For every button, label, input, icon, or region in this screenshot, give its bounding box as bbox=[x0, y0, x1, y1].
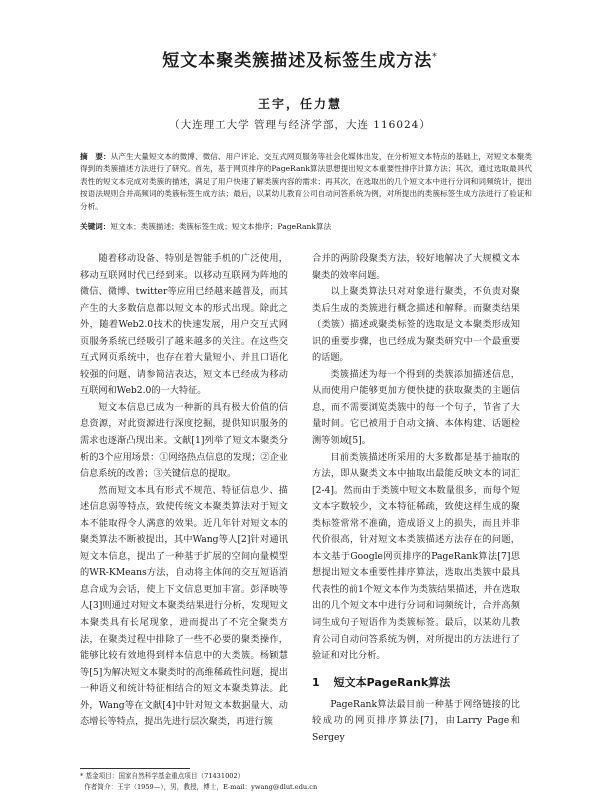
keywords bbox=[80, 221, 532, 233]
title-footnote-mark: * bbox=[432, 52, 438, 63]
footnote-author-text: 作者简介：王宇（1959—），男，教授，博士，E-mail：ywang@dlut.edu.cn bbox=[84, 783, 318, 791]
abstract bbox=[80, 151, 532, 213]
paragraph: PageRank算法最目前一种基于网络链接的比较成功的网页排序算法[7]，由Larry Page和Sergey bbox=[312, 698, 520, 743]
paragraph: 然而短文本具有形式不规范、特征信息少、描述信息弱等特点，致使传统文本聚类算法对于短文本不能取得令人满意的效果。近几年针对短文本的聚类算法不断被提出，其中Wang等人[2]针对通讯短文本信息，提出了一种基于扩展的空间向量模型的WR-KMeans方法，自动将主体间的交互短语消息合成为会话，使上下文信息更加丰富。彭泽映等人[3]则通过对短文本聚类结果进行分析，发现短文本聚类具有长尾现象，进而提出了不完全聚类方法，在聚类过程中排除了一些不必要的聚类操作，能够比较有效地得到样本信息中的大类簇。杨颖慧等[5]为解决短文本聚类时的高维稀疏性问题，提出一种语义和统计特征相结合的短文本聚类算法。此外，Wang等在文献[4]中针对短文本数据量大、动态增长等特点，提出先进行层次聚类，再进行簇 bbox=[80, 484, 288, 728]
paragraph: 短文本信息已成为一种新的具有极大价值的信息资源，对此资源进行深度挖掘，提供知识服务的需求也逐渐凸现出来。文献[1]列举了短文本聚类分析的3个应用场景：①网络热点信息的发现；②企业信息系统的改善；③关键信息的提取。 bbox=[80, 401, 288, 480]
affiliation: （大连理工大学 管理与经济学部，大连 116024） bbox=[169, 119, 431, 131]
footnote-fund-text: 基金项目：国家自然科学基金重点项目（71431002） bbox=[85, 772, 245, 780]
section-heading bbox=[312, 675, 520, 691]
footnote-divider bbox=[80, 768, 190, 769]
abstract-text: 从产生大量短文本的微博、微信、用户评论、交互式网页服务等社会化媒体出发，在分析短文本特点的基础上，对短文本聚类得到的类簇描述方法进行了研究。首先，基于网页排序的PageRank算法思想提出短文本重要性排序计算方法；其次，通过选取最具代表性的短文本完成对类簇的描述，满足了用户快速了解类簇内容的需求；再其次，在选取出的几个短文本中进行分词和词频统计，提出按语法规则合并高频词的类簇标签生成方法；最后，以某幼儿教育公司自动问答系统为例，对所提出的类簇标签生成方法进行了验证和分析。 bbox=[80, 152, 533, 211]
footnote-author bbox=[80, 782, 540, 793]
paragraph: 以上聚类算法只对对象进行聚类，不负责对聚类后生成的类簇进行概念描述和解释。而聚类结果（类簇）描述或聚类标签的选取是文本聚类形成知识的重要步骤，也已经成为聚类研究中一个最重要的话题。 bbox=[312, 286, 520, 364]
paragraph: 随着移动设备、特别是智能手机的广泛使用，移动互联网时代已经到来。以移动互联网为阵地的微信、微博、twitter等应用已经越来越普及，而其产生的大多数信息都以短文本的形式出现。除此之外，随着Web2.0技术的快速发展，用户交互式网页服务系统已经吸引了越来越多的关注。在这些交互式网页系统中，也存在着大量短小、并且口语化较强的问题、请参简洁表达，短文本已经成为移动互联网和Web2.0的一大特征。 bbox=[80, 253, 288, 397]
page-title bbox=[0, 46, 600, 71]
paragraph: 类簇描述为每一个得到的类簇添加描述信息，从而使用户能够更加方便快捷的获取聚类的主题信息，而不需要浏览类簇中的每一个句子，节省了大量时间。它已被用于自动文摘、本体构建、话题检测等领域[5]。 bbox=[312, 368, 520, 447]
abstract-label: 摘 要： bbox=[80, 152, 111, 161]
paragraph: 合并的两阶段聚类方法，较好地解决了大规模文本聚类的效率问题。 bbox=[312, 253, 520, 281]
right-column bbox=[312, 251, 520, 746]
paragraph: 目前类簇描述所采用的大多数都是基于抽取的方法，即从聚类文本中抽取出最能反映文本的词汇[2-4]。然而由于类簇中短文本数量很多，而每个短文本字数较少，文本特征稀疏，致使这样生成的聚类标签常常不准确，造成语义上的损失，而且并非代价很高，针对短文本类簇描述方法存在的问题，本文基于Google网页排序的PageRank算法[7]思想提出短文本重要性排序算法，选取出类簇中最具代表性的前1个短文本作为类簇结果描述，并在选取出的几个短文本中进行分词和词频统计，合并高频词生成句子短语作为类簇标签。最后，以某幼儿教育公司自动问答系统为例，对所提出的方法进行了验证和对比分析。 bbox=[312, 451, 520, 662]
keywords-text: 短文本；类簇描述；类簇标签生成；短文本排序；PageRank算法 bbox=[110, 222, 332, 231]
authors: 王宇，任力慧 bbox=[257, 97, 342, 111]
section-title: 短文本PageRank算法 bbox=[333, 675, 451, 689]
footnotes bbox=[80, 771, 540, 793]
keywords-label: 关键词： bbox=[80, 222, 111, 231]
title-text: 短文本聚类簇描述及标签生成方法 bbox=[162, 51, 433, 71]
section-number: 1 bbox=[312, 675, 320, 689]
left-column bbox=[80, 251, 288, 731]
footnote-mark: * bbox=[80, 772, 84, 780]
footnote-fund bbox=[80, 771, 540, 782]
